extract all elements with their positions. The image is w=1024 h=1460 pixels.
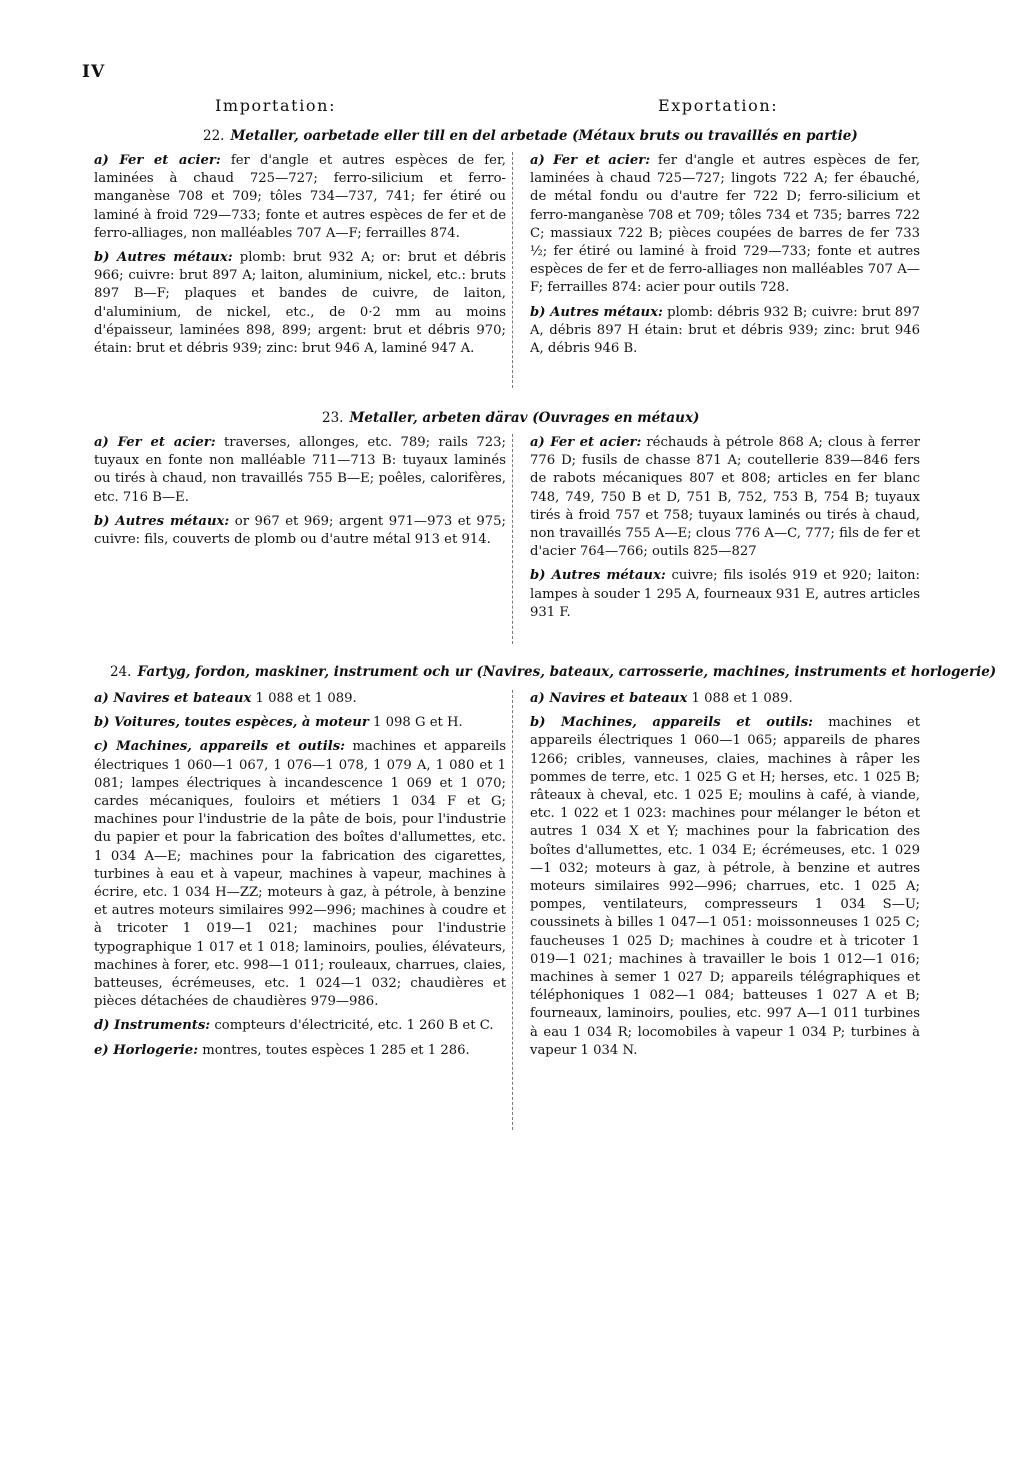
- entry: a) Fer et acier: traverses, allonges, etc. 789; rails 723; tuyaux en fonte non malléable 711—713 B: tuyaux laminés ou tirés à chaud, non travaillés 755 B—E; poêles, calorifères, etc. 716 B—E.: [94, 435, 506, 505]
- entry: b) Machines, appareils et outils: machines et appareils électriques 1 060—1 065; appareils de phares 1266; cribles, vanneuses, claies, machines à râper les pommes de terre, etc. 1 025 G et H; herses, etc. 1 025 B; râteaux à cheval, etc. 1 025 E; moulins à café, à viande, etc. 1 022 et 1 023: machines pour mélanger le béton et autres 1 034 X et Y; machines pour la fabrication des boîtes d'allumettes, etc. 1 034 E; écrémeuses, etc. 1 029—1 032; moteurs à gaz, à pétrole, à benzine et autres moteurs similaires 992—996; charrues, etc. 1 025 A; pompes, ventilateurs, compresseurs 1 034 S—U; coussinets à billes 1 047—1 051: moissonneuses 1 025 C; faucheuses 1 025 D; machines à coudre et à tricoter 1 019—1 021; machines à travailler le bois 1 012—1 016; machines à semer 1 027 D; appareils télégraphiques et téléphoniques 1 082—1 084; batteuses 1 027 A et B; fourneaux, laminoirs, poulies, etc. 997 A—1 011 turbines à eau 1 034 R; locomobiles à vapeur 1 034 P; turbines à vapeur 1 034 N.: [530, 715, 920, 1058]
- entry: a) Fer et acier: fer d'angle et autres espèces de fer, laminées à chaud 725—727; lingots 722 A; fer ébauché, de métal fondu ou d'autre fer 722 D; ferro-silicium et ferro-manganèse 708 et 709; tôles 734 et 735; barres 722 C; massiaux 722 B; pièces coupées de barres de fer 733 ½; fer étiré ou laminé à froid 729—733; fonte et autres espèces de fer et de ferro-alliages non malléables 707 A—F; ferrailles 874: acier pour outils 728.: [530, 153, 921, 296]
- section-22-import: [94, 152, 506, 364]
- entry: b) Autres métaux: cuivre; fils isolés 919 et 920; laiton: lampes à souder 1 295 A, fourneaux 931 E, autres articles 931 F.: [530, 568, 920, 620]
- entry: b) Autres métaux: plomb: débris 932 B; cuivre: brut 897 A, débris 897 H étain: brut et débris 939; zinc: brut 946 A, débris 946 B.: [530, 304, 920, 357]
- section-24-divider: [512, 690, 513, 1130]
- section-22-title: [203, 128, 858, 144]
- page-number: IV: [82, 62, 106, 82]
- entry: a) Navires et bateaux 1 088 et 1 089.: [94, 691, 357, 706]
- section-22-divider: [512, 152, 513, 388]
- entry: e) Horlogerie: montres, toutes espèces 1 285 et 1 286.: [94, 1042, 470, 1058]
- section-23-title: [322, 410, 699, 426]
- entry: b) Autres métaux: plomb: brut 932 A; or: brut et débris 966; cuivre: brut 897 A; laiton, aluminium, nickel, etc.: bruts 897 B—F; plaques et bandes de cuivre, de laiton, d'aluminium, de nickel, etc., de 0·2 mm au moins d'épaisseur, laminées 898, 899; argent: brut et débris 970; étain: brut et débris 939; zinc: brut 946 A, laminé 947 A.: [94, 250, 506, 357]
- entry: b) Voitures, toutes espèces, à moteur 1 098 G et H.: [94, 715, 463, 731]
- section-24-export: [530, 690, 920, 1066]
- section-number: 23.: [322, 410, 344, 426]
- section-23-import: [94, 434, 506, 555]
- entry: a) Fer et acier: réchauds à pétrole 868 A; clous à ferrer 776 D; fusils de chasse 871 A; coutellerie 839—846 fers de rabots mécaniques 807 et 808; articles en fer blanc 748, 749, 750 B et D, 751 B, 752, 753 B, 754 B; tuyaux tirés à froid 757 et 758; tuyaux laminés ou tirés à chaud, non travaillés 755 A—E; clous 776 A—C, 777; fils de fer et d'acier 764—766; outils 825—827: [530, 435, 920, 560]
- header-exportation: Exportation:: [658, 96, 779, 115]
- section-22-export: [530, 152, 920, 364]
- header-importation: Importation:: [215, 96, 337, 115]
- section-heading: Fartyg, fordon, maskiner, instrument och ur (Navires, bateaux, carrosserie, machines, instruments et horlogerie): [137, 664, 997, 680]
- entry: b) Autres métaux: or 967 et 969; argent 971—973 et 975; cuivre: fils, couverts de plomb ou d'autre métal 913 et 914.: [94, 513, 506, 548]
- entry: d) Instruments: compteurs d'électricité, etc. 1 260 B et C.: [94, 1018, 494, 1034]
- entry: c) Machines, appareils et outils: machines et appareils électriques 1 060—1 067, 1 076—1 078, 1 079 A, 1 080 et 1 081; lampes électriques à incandescence 1 069 et 1 070; cardes mécaniques, fouloirs et métiers 1 034 F et G; machines pour l'industrie de la pâte de bois, pour l'industrie du papier et pour la fabrication des boîtes d'allumettes, etc. 1 034 A—E; machines pour la fabrication des cigarettes, turbines à eau et à vapeur, machines à vapeur, machines à écrire, etc. 1 034 H—ZZ; moteurs à gaz, à pétrole, à benzine et autres moteurs similaires 992—996; machines à coudre et à tricoter 1 019—1 021; machines pour l'industrie typographique 1 017 et 1 018; laminoirs, poulies, élévateurs, machines à forer, etc. 998—1 011; rouleaux, charrues, claies, batteuses, écrémeuses, etc. 1 024—1 032; chaudières et pièces détachées de chaudières 979—986.: [94, 739, 506, 1010]
- section-heading: Metaller, arbeten därav (Ouvrages en métaux): [349, 410, 700, 426]
- section-23-divider: [512, 434, 513, 644]
- section-24-import: [94, 690, 506, 1066]
- section-number: 22.: [203, 128, 225, 144]
- section-number: 24.: [110, 664, 132, 680]
- section-24-title: [110, 664, 996, 680]
- section-heading: Metaller, oarbetade eller till en del arbetade (Métaux bruts ou travaillés en partie): [230, 128, 858, 144]
- entry: a) Fer et acier: fer d'angle et autres espèces de fer, laminées à chaud 725—727; ferro-silicium et ferro-manganèse 708 et 709; tôles 734—737, 741; fer étiré ou laminé à froid 729—733; fonte et autres espèces de fer et de ferro-alliages, non malléables 707 A—F; ferrailles 874.: [94, 153, 506, 241]
- section-23-export: [530, 434, 920, 628]
- entry: a) Navires et bateaux 1 088 et 1 089.: [530, 691, 793, 706]
